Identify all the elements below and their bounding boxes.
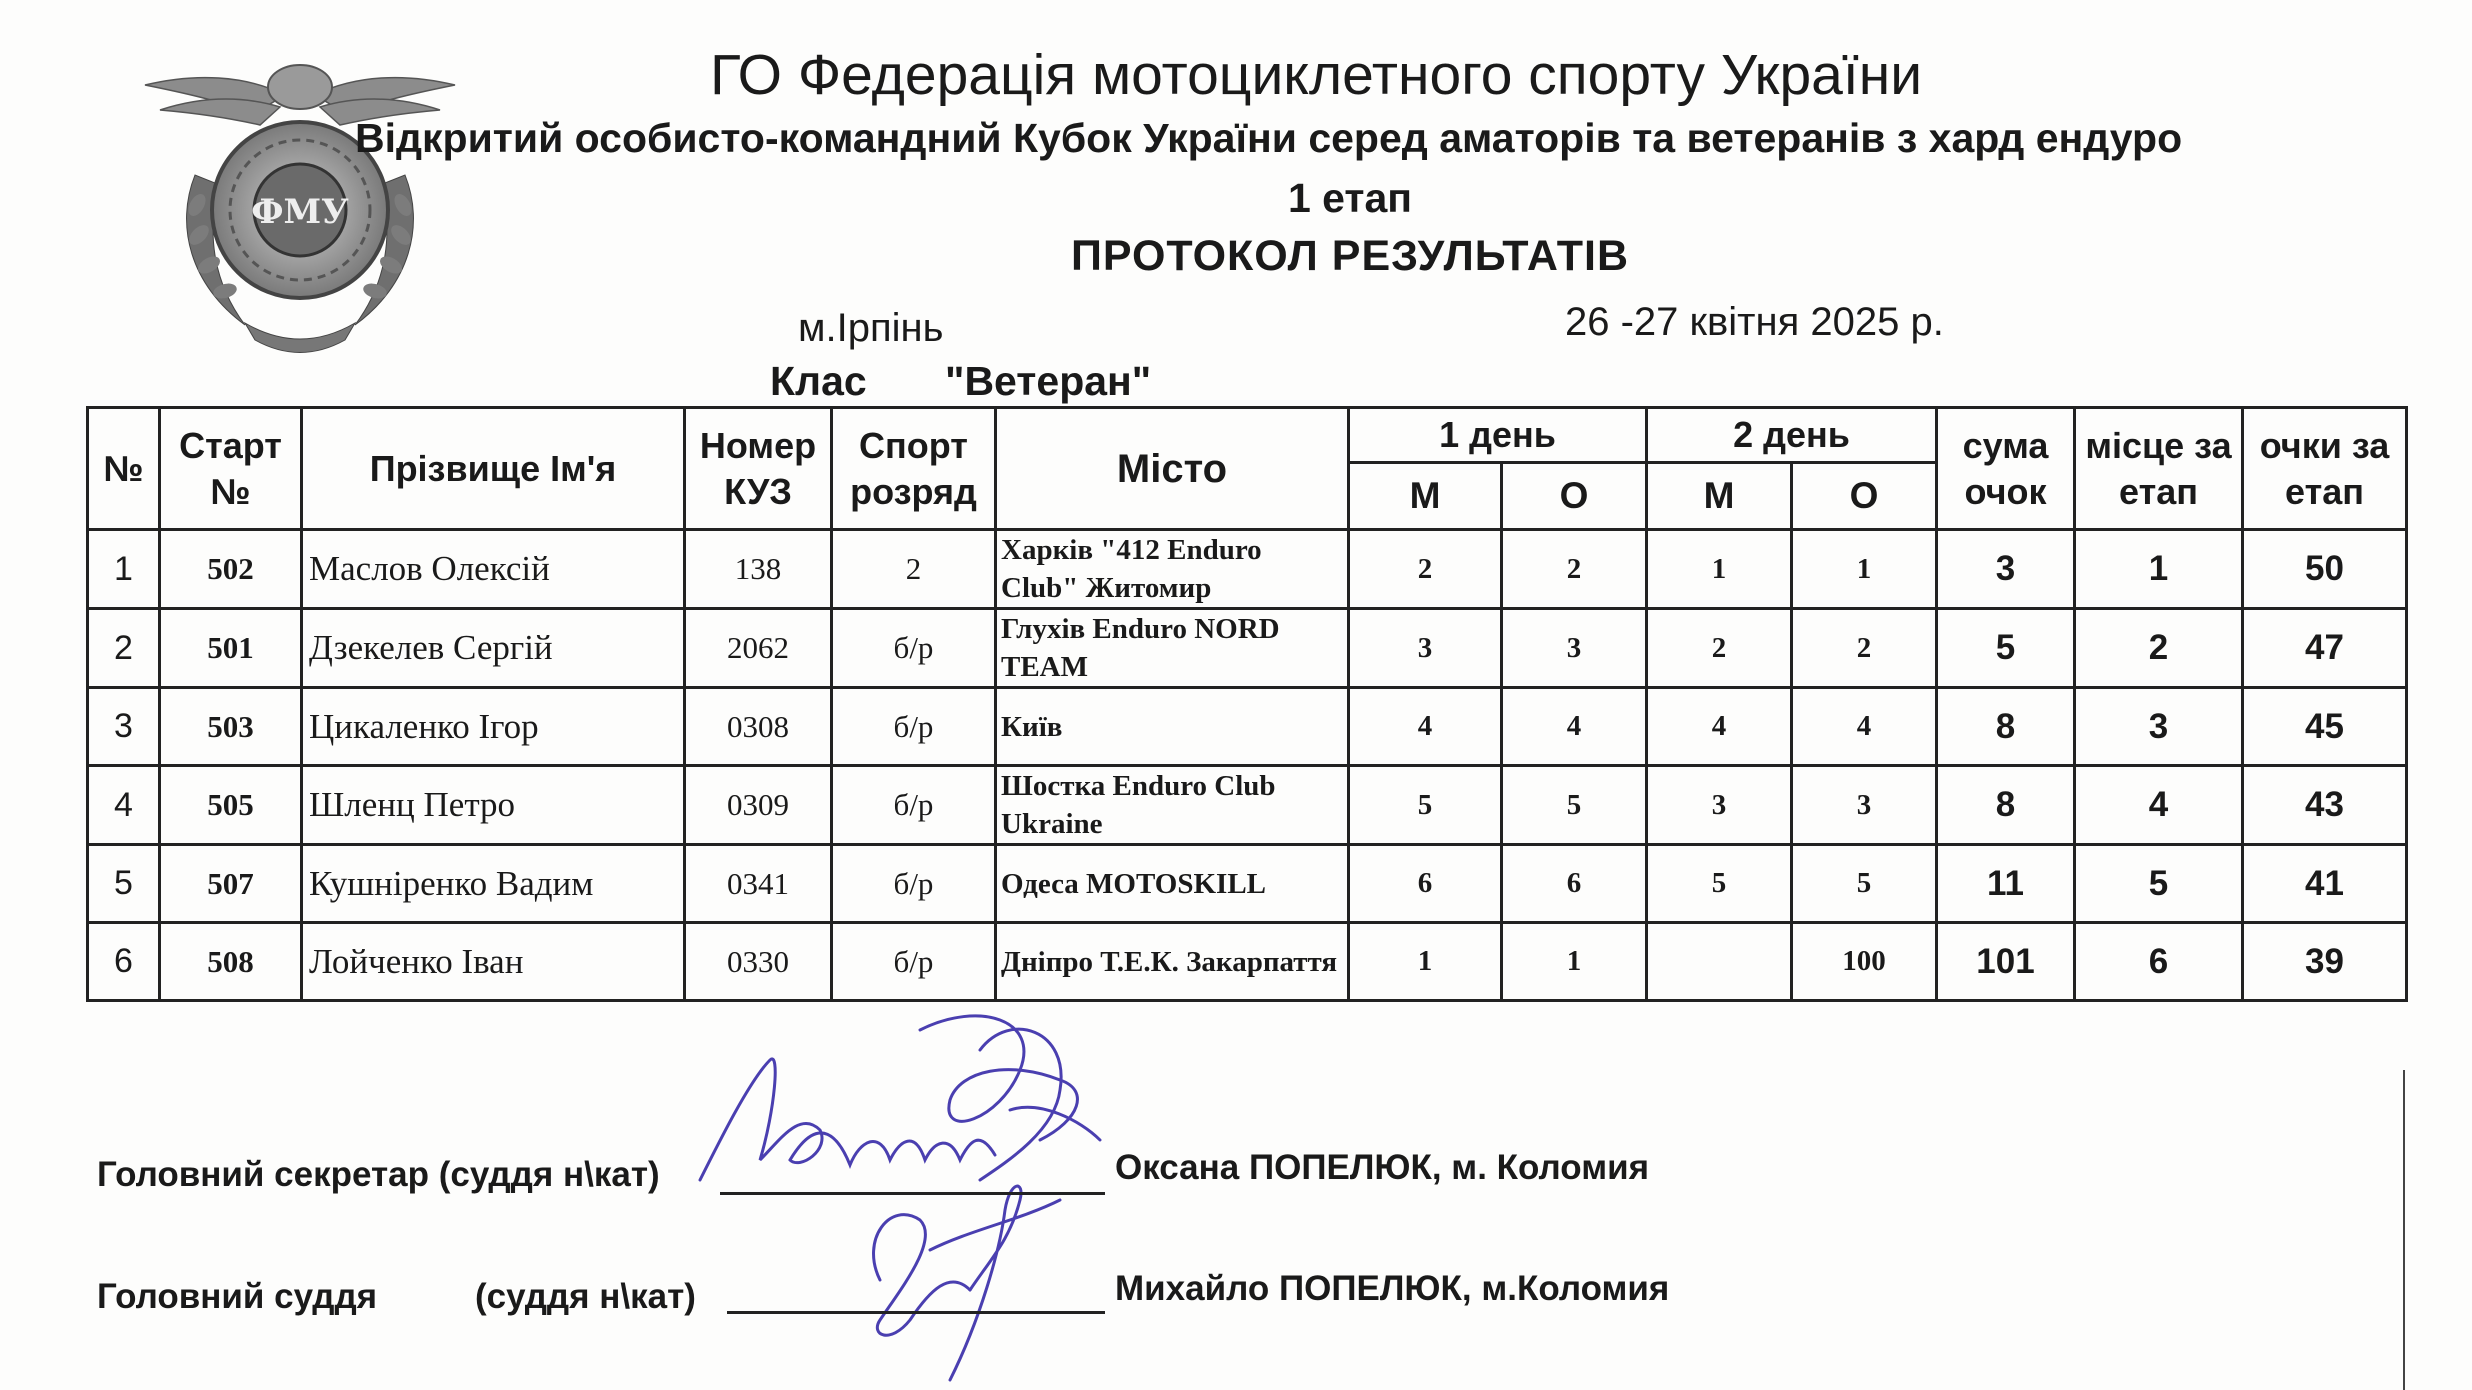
col-day2-o-header: О [1792, 463, 1937, 530]
sum-points-cell: 8 [1937, 766, 2075, 845]
rider-city-cell: Шостка Enduro Club Ukraine [996, 766, 1349, 845]
col-day1-o-header: О [1502, 463, 1647, 530]
stage-points-cell: 50 [2243, 530, 2407, 609]
secretary-name: Оксана ПОПЕЛЮК, м. Коломия [1115, 1148, 1650, 1187]
day1-m-cell: 2 [1349, 530, 1502, 609]
stage-place-cell: 4 [2075, 766, 2243, 845]
table-row [88, 688, 2407, 766]
rider-city-cell: Одеса MOTOSKILL [996, 845, 1349, 923]
stage-points-cell: 47 [2243, 609, 2407, 688]
scan-edge-mark [2400, 1070, 2408, 1390]
col-day1-header: 1 день [1349, 408, 1647, 463]
table-row [88, 609, 2407, 688]
day1-o-cell: 4 [1502, 688, 1647, 766]
row-number-cell: 6 [88, 923, 160, 1001]
row-number-cell: 1 [88, 530, 160, 609]
class-name: "Ветеран" [945, 358, 1152, 404]
judge-label: Головний суддя [97, 1277, 378, 1316]
start-number-cell: 508 [160, 923, 302, 1001]
day1-m-cell: 5 [1349, 766, 1502, 845]
day1-o-cell: 5 [1502, 766, 1647, 845]
sport-rank-cell: б/р [832, 923, 996, 1001]
rider-city-cell: Дніпро Т.Е.К. Закарпаття [996, 923, 1349, 1001]
day2-o-cell: 1 [1792, 530, 1937, 609]
rider-city-cell: Харків "412 Enduro Club" Житомир [996, 530, 1349, 609]
class-label: Клас [770, 358, 867, 404]
day1-m-cell: 1 [1349, 923, 1502, 1001]
sum-points-cell: 5 [1937, 609, 2075, 688]
stage-points-cell: 41 [2243, 845, 2407, 923]
sum-points-cell: 11 [1937, 845, 2075, 923]
kuz-number-cell: 2062 [685, 609, 832, 688]
col-points-header: очки за етап [2243, 408, 2407, 530]
day2-o-cell: 3 [1792, 766, 1937, 845]
start-number-cell: 507 [160, 845, 302, 923]
kuz-number-cell: 0309 [685, 766, 832, 845]
kuz-number-cell: 0330 [685, 923, 832, 1001]
table-row [88, 923, 2407, 1001]
col-kuz-header: Номер КУЗ [685, 408, 832, 530]
event-dates: 26 -27 квітня 2025 р. [1565, 300, 1944, 344]
judge-name: Михайло ПОПЕЛЮК, м.Коломия [1115, 1269, 1670, 1308]
day2-o-cell: 5 [1792, 845, 1937, 923]
sport-rank-cell: б/р [832, 766, 996, 845]
start-number-cell: 505 [160, 766, 302, 845]
sum-points-cell: 3 [1937, 530, 2075, 609]
col-day2-m-header: М [1647, 463, 1792, 530]
day1-o-cell: 2 [1502, 530, 1647, 609]
day2-m-cell: 4 [1647, 688, 1792, 766]
stage-points-cell: 39 [2243, 923, 2407, 1001]
day2-m-cell: 5 [1647, 845, 1792, 923]
judge-signature-line [727, 1311, 1105, 1314]
rider-name-cell: Шленц Петро [302, 766, 685, 845]
rider-name-cell: Маслов Олексій [302, 530, 685, 609]
protocol-title: ПРОТОКОЛ РЕЗУЛЬТАТІВ [1070, 232, 1630, 280]
sum-points-cell: 101 [1937, 923, 2075, 1001]
kuz-number-cell: 0341 [685, 845, 832, 923]
start-number-cell: 502 [160, 530, 302, 609]
kuz-number-cell: 0308 [685, 688, 832, 766]
col-no-header: № [88, 408, 160, 530]
table-row [88, 845, 2407, 923]
svg-text:ФМУ: ФМУ [251, 192, 349, 232]
table-row [88, 530, 2407, 609]
results-table [86, 406, 2408, 1002]
cup-title: Відкритий особисто-командний Кубок України серед аматорів та ветеранів з хард ендуро [355, 115, 2183, 161]
kuz-number-cell: 138 [685, 530, 832, 609]
stage-label: 1 етап [1287, 175, 1413, 221]
judge-category: (суддя н\кат) [475, 1277, 696, 1316]
stage-place-cell: 3 [2075, 688, 2243, 766]
col-day1-m-header: М [1349, 463, 1502, 530]
rider-name-cell: Кушніренко Вадим [302, 845, 685, 923]
event-city: м.Ірпінь [798, 306, 944, 350]
day1-m-cell: 4 [1349, 688, 1502, 766]
sport-rank-cell: б/р [832, 688, 996, 766]
day1-m-cell: 6 [1349, 845, 1502, 923]
secretary-signature-line [720, 1192, 1105, 1195]
col-place-header: місце за етап [2075, 408, 2243, 530]
col-rank-header: Спорт розряд [832, 408, 996, 530]
day2-m-cell: 1 [1647, 530, 1792, 609]
table-row [88, 766, 2407, 845]
rider-city-cell: Київ [996, 688, 1349, 766]
col-start-header: Старт № [160, 408, 302, 530]
stage-place-cell: 5 [2075, 845, 2243, 923]
rider-city-cell: Глухів Enduro NORD TEAM [996, 609, 1349, 688]
col-day2-header: 2 день [1647, 408, 1937, 463]
day2-o-cell: 4 [1792, 688, 1937, 766]
day2-m-cell: 3 [1647, 766, 1792, 845]
rider-name-cell: Лойченко Іван [302, 923, 685, 1001]
stage-place-cell: 1 [2075, 530, 2243, 609]
start-number-cell: 503 [160, 688, 302, 766]
day2-m-cell: 2 [1647, 609, 1792, 688]
sport-rank-cell: б/р [832, 845, 996, 923]
rider-name-cell: Цикаленко Ігор [302, 688, 685, 766]
stage-place-cell: 6 [2075, 923, 2243, 1001]
col-sum-header: сума очок [1937, 408, 2075, 530]
rider-name-cell: Дзекелев Сергій [302, 609, 685, 688]
stage-place-cell: 2 [2075, 609, 2243, 688]
row-number-cell: 4 [88, 766, 160, 845]
org-title: ГО Федерація мотоциклетного спорту України [710, 43, 1923, 107]
day2-m-cell [1647, 923, 1792, 1001]
secretary-label: Головний секретар (суддя н\кат) [97, 1155, 660, 1194]
sum-points-cell: 8 [1937, 688, 2075, 766]
day1-o-cell: 1 [1502, 923, 1647, 1001]
start-number-cell: 501 [160, 609, 302, 688]
day1-m-cell: 3 [1349, 609, 1502, 688]
day1-o-cell: 6 [1502, 845, 1647, 923]
sport-rank-cell: б/р [832, 609, 996, 688]
day2-o-cell: 100 [1792, 923, 1937, 1001]
row-number-cell: 5 [88, 845, 160, 923]
stage-points-cell: 43 [2243, 766, 2407, 845]
col-name-header: Прізвище Ім'я [302, 408, 685, 530]
col-city-header: Місто [996, 408, 1349, 530]
stage-points-cell: 45 [2243, 688, 2407, 766]
row-number-cell: 2 [88, 609, 160, 688]
sport-rank-cell: 2 [832, 530, 996, 609]
row-number-cell: 3 [88, 688, 160, 766]
day1-o-cell: 3 [1502, 609, 1647, 688]
day2-o-cell: 2 [1792, 609, 1937, 688]
